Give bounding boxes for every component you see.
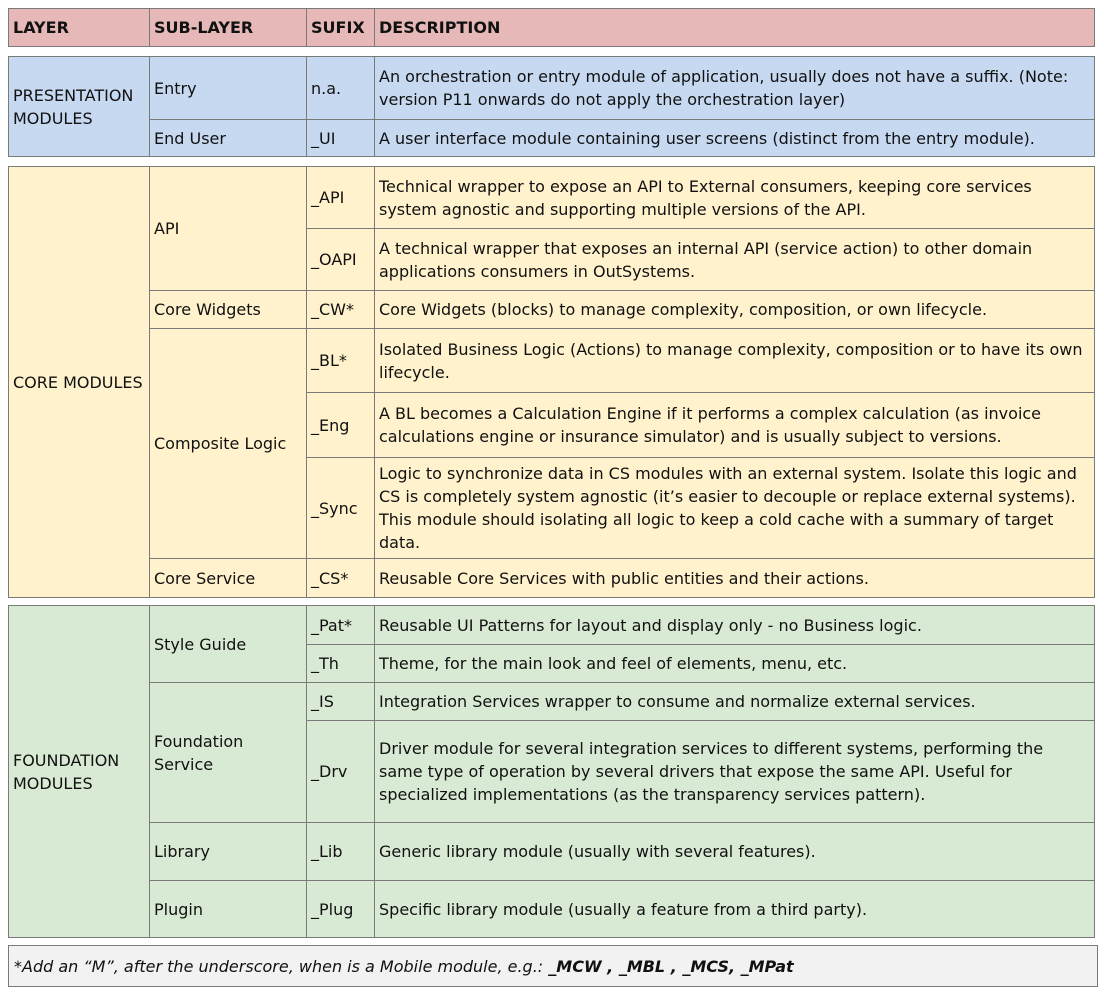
sufix-eng: _Eng [307,393,375,458]
sufix-pat: _Pat* [307,606,375,645]
description-entry: An orchestration or entry module of application, usually does not have a suffix. (Note: version P11 onwards do not apply the orchestration layer) [375,57,1095,120]
description-is: Integration Services wrapper to consume and normalize external services. [375,683,1095,721]
description-eng: A BL becomes a Calculation Engine if it performs a complex calculation (as invoice calculations engine or insurance simulator) and is usually subject to versions. [375,393,1095,458]
sufix-sync: _Sync [307,458,375,559]
description-ui: A user interface module containing user screens (distinct from the entry module). [375,120,1095,157]
sublayer-plugin: Plugin [150,881,307,938]
sublayer-style-guide: Style Guide [150,606,307,683]
sublayer-composite-logic: Composite Logic [150,329,307,559]
mobile-module-note [8,945,1098,987]
sufix-cs: _CS* [307,559,375,598]
description-plug: Specific library module (usually a feature from a third party). [375,881,1095,938]
description-cs: Reusable Core Services with public entities and their actions. [375,559,1095,598]
header-layer: LAYER [9,9,150,47]
sufix-bl: _BL* [307,329,375,393]
sufix-api: _API [307,167,375,229]
description-bl: Isolated Business Logic (Actions) to manage complexity, composition or to have its own lifecycle. [375,329,1095,393]
sufix-ui: _UI [307,120,375,157]
sufix-is: _IS [307,683,375,721]
description-cw: Core Widgets (blocks) to manage complexity, composition, or own lifecycle. [375,291,1095,329]
sublayer-end-user: End User [150,120,307,157]
sufix-lib: _Lib [307,823,375,881]
header-sufix: SUFIX [307,9,375,47]
presentation-table [8,56,1095,157]
core-layer: CORE MODULES [9,167,150,598]
sufix-entry: n.a. [307,57,375,120]
note-codes: _MCW , _MBL , _MCS, _MPat [548,956,794,976]
sufix-oapi: _OAPI [307,229,375,291]
sublayer-api: API [150,167,307,291]
sublayer-core-service: Core Service [150,559,307,598]
description-api: Technical wrapper to expose an API to External consumers, keeping core services system agnostic and supporting multiple versions of the API. [375,167,1095,229]
sufix-cw: _CW* [307,291,375,329]
sublayer-core-widgets: Core Widgets [150,291,307,329]
description-oapi: A technical wrapper that exposes an internal API (service action) to other domain applications consumers in OutSystems. [375,229,1095,291]
header-description: DESCRIPTION [375,9,1095,47]
sufix-th: _Th [307,645,375,683]
header-table [8,8,1095,47]
sublayer-library: Library [150,823,307,881]
sublayer-foundation-service: Foundation Service [150,683,307,823]
sufix-drv: _Drv [307,721,375,823]
description-lib: Generic library module (usually with several features). [375,823,1095,881]
description-th: Theme, for the main look and feel of elements, menu, etc. [375,645,1095,683]
sufix-plug: _Plug [307,881,375,938]
header-sublayer: SUB-LAYER [150,9,307,47]
note-prefix: *Add an “M”, after the underscore, when is a Mobile module, e.g.: [14,956,549,976]
presentation-layer: PRESENTATION MODULES [9,57,150,157]
foundation-table [8,605,1095,938]
description-pat: Reusable UI Patterns for layout and display only - no Business logic. [375,606,1095,645]
foundation-layer: FOUNDATION MODULES [9,606,150,938]
note-text [14,957,794,976]
sublayer-entry: Entry [150,57,307,120]
description-sync: Logic to synchronize data in CS modules with an external system. Isolate this logic and CS is completely system agnostic (it’s easier to decouple or replace external systems). This module should isolating all logic to keep a cold cache with a summary of target data. [375,458,1095,559]
core-table [8,166,1095,598]
description-drv: Driver module for several integration services to different systems, performing the same type of operation by several drivers that expose the same API. Useful for specialized implementations (as the transparency services pattern). [375,721,1095,823]
